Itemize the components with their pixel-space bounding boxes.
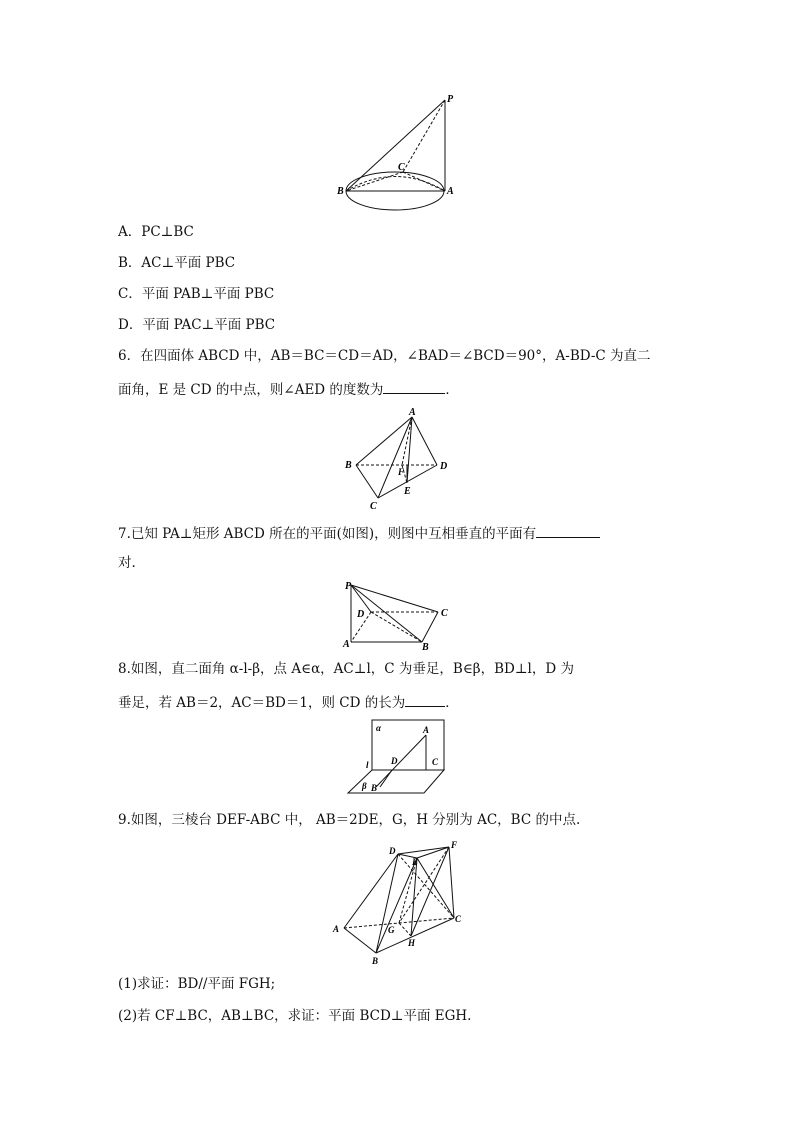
label-C: C [455,914,462,924]
q7-line2: 对. [118,555,136,571]
rectangle-figure [340,577,455,652]
tetrahedron-figure [340,405,455,515]
part-2: (2)若 CF⊥BC，AB⊥BC，求证：平面 BCD⊥平面 EGH. [118,1008,472,1024]
q8-answer-blank [405,692,445,707]
label-D: D [389,846,396,856]
q7-text: 7.已知 PA⊥矩形 ABCD 所在的平面(如图)，则图中互相垂直的平面有 [118,526,537,542]
q6-line2 [118,379,459,399]
q8-line1: 8.如图，直二面角 α-l-β，点 A∈α，AC⊥l，C 为垂足，B∈β，BD⊥l，D 为 [118,661,574,677]
label-B: B [345,460,352,471]
label-P: P [345,581,352,592]
q8-text: 垂足，若 AB＝2，AC＝BD＝1，则 CD 的长为 [118,695,406,711]
q8-line2 [118,692,459,712]
label-E: E [404,486,411,497]
q8-end: ． [445,695,459,711]
label-C: C [432,757,439,767]
label-P: P [447,94,454,105]
option-c: C．平面 PAB⊥平面 PBC [118,286,275,302]
q7-line1 [118,523,600,543]
label-A: A [409,407,416,418]
label-D: D [357,609,365,620]
label-A: A [343,639,350,650]
label-G: G [388,925,395,935]
q6-text: 面角，E 是 CD 的中点，则∠AED 的度数为 [118,382,384,398]
option-d: D．平面 PAC⊥平面 PBC [118,317,276,333]
label-C: C [441,608,448,619]
label-B: B [422,642,429,652]
label-E: E [412,857,419,867]
label-beta: β [362,781,367,791]
label-A: A [447,186,454,197]
q6-answer-blank [383,379,445,394]
q9-line1: 9.如图，三棱台 DEF-ABC 中， AB＝2DE，G，H 分别为 AC，BC 的中点. [118,812,581,828]
label-A: A [423,725,430,735]
part-1: (1)求证：BD//平面 FGH; [118,976,276,992]
q6-line1: 6．在四面体 ABCD 中，AB＝BC＝CD＝AD，∠BAD＝∠BCD＝90°，A-BD-C 为直二 [118,348,651,364]
cone-figure [335,90,465,215]
frustum-figure [328,838,468,966]
label-A: A [333,924,340,934]
label-C: C [398,162,405,173]
label-B: B [337,186,344,197]
label-B: B [372,956,379,966]
label-H: H [408,938,416,948]
label-D: D [391,756,398,766]
dihedral-figure [340,715,460,797]
option-b: B．AC⊥平面 PBC [118,255,236,271]
q7-answer-blank [536,523,600,538]
label-B: B [371,783,378,793]
label-D: D [440,461,448,472]
label-F: F [451,840,458,850]
option-a: A．PC⊥BC [118,224,194,240]
label-alpha: α [376,723,381,733]
label-F: F [398,467,405,477]
label-l: l [366,760,369,770]
label-C: C [370,501,377,512]
q6-end: ． [445,382,459,398]
